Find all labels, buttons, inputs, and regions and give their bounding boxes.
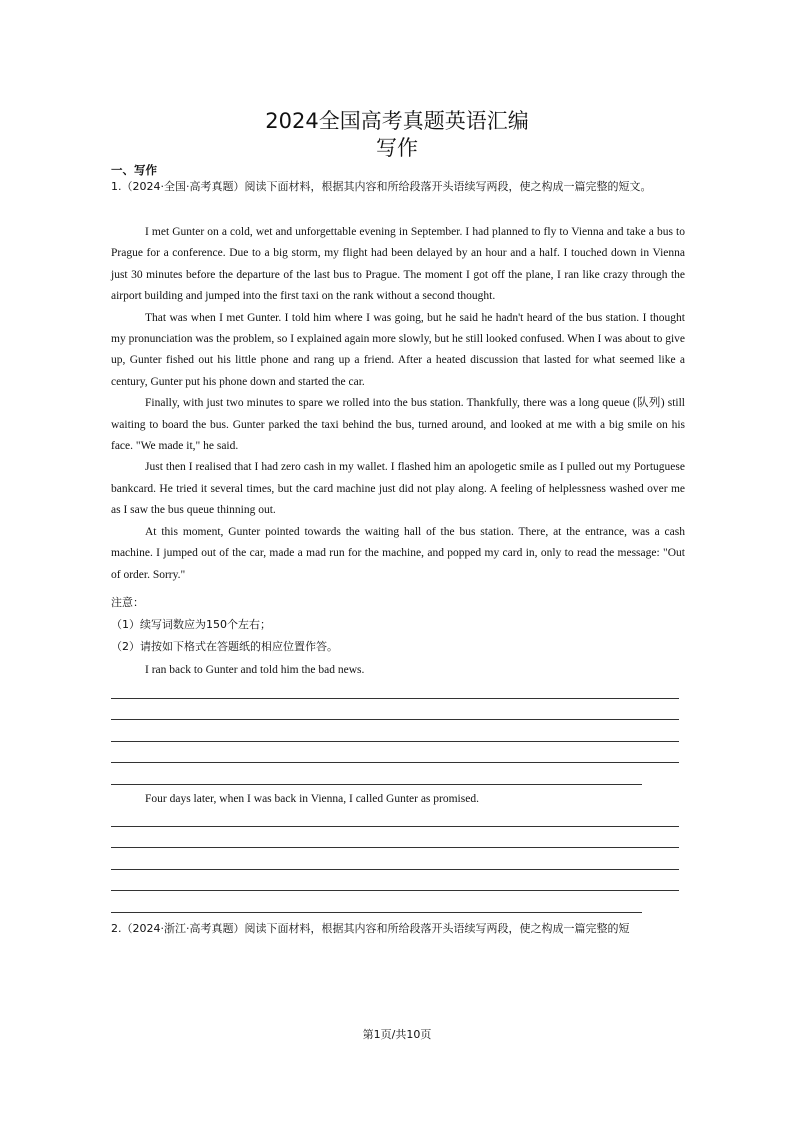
note-item: （1）续写词数应为150个左右； — [111, 618, 271, 631]
passage-paragraph: Finally, with just two minutes to spare we rolled into the bus station. Thankfully, there was a long queue (队列) still waiting to board the bus. Gunter parked the taxi behind the bus, turned around, and looked at me with a big smile on his face. "We made it," he said. — [111, 397, 685, 453]
section-heading: 一、写作 — [111, 163, 157, 177]
question-2-prompt — [111, 918, 685, 939]
question-prompt-text: 2.（2024·浙江·高考真题）阅读下面材料，根据其内容和所给段落开头语续写两段，使之构成一篇完整的短 — [111, 922, 630, 935]
page-footer: 第1页/共10页 — [362, 1028, 432, 1041]
answer-line[interactable] — [111, 826, 679, 827]
passage-paragraph: I met Gunter on a cold, wet and unforgettable evening in September. I had planned to fly to Vienna and take a bus to Prague for a conference. Due to a big storm, my flight had been delayed by an hour and a half. I touched down in Vienna just 30 minutes before the departure of the last bus to Prague. The moment I got off the plane, I ran like crazy through the airport building and jumped into the first taxi on the rank without a second thought. — [111, 226, 685, 303]
note-item: （2）请按如下格式在答题纸的相应位置作答。 — [111, 640, 338, 653]
notes-label: 注意： — [111, 596, 144, 609]
passage — [111, 222, 685, 586]
question-prompt-text: 1.（2024·全国·高考真题）阅读下面材料，根据其内容和所给段落开头语续写两段，使之构成一篇完整的短文。 — [111, 180, 652, 193]
answer-line[interactable] — [111, 784, 642, 785]
answer-line[interactable] — [111, 847, 679, 848]
passage-paragraph: That was when I met Gunter. I told him where I was going, but he said he hadn't heard of the bus station. I thought my pronunciation was the problem, so I explained again more slowly, but he still looked confused. When I was about to give up, Gunter fished out his little phone and rang up a friend. After a heated discussion that lasted for what seemed like a century, Gunter put his phone down and started the car. — [111, 311, 685, 388]
paragraph-start-2: Four days later, when I was back in Vienna, I called Gunter as promised. — [145, 793, 479, 805]
answer-line[interactable] — [111, 719, 679, 720]
answer-line[interactable] — [111, 762, 679, 763]
answer-line[interactable] — [111, 741, 679, 742]
answer-line[interactable] — [111, 698, 679, 699]
document-subtitle: 写作 — [376, 136, 418, 160]
passage-paragraph: At this moment, Gunter pointed towards the waiting hall of the bus station. There, at the entrance, was a cash machine. I jumped out of the car, made a mad run for the machine, and popped my card in, only to read the message: "Out of order. Sorry." — [111, 525, 685, 581]
question-1-prompt — [111, 176, 685, 197]
passage-paragraph: Just then I realised that I had zero cash in my wallet. I flashed him an apologetic smile as I pulled out my Portuguese bankcard. He tried it several times, but the card machine just did not play along. A feeling of helplessness washed over me as I saw the bus queue thinning out. — [111, 461, 685, 517]
answer-line[interactable] — [111, 912, 642, 913]
answer-line[interactable] — [111, 869, 679, 870]
document-title: 2024全国高考真题英语汇编 — [265, 109, 529, 133]
answer-line[interactable] — [111, 890, 679, 891]
paragraph-start-1: I ran back to Gunter and told him the bad news. — [145, 664, 365, 676]
